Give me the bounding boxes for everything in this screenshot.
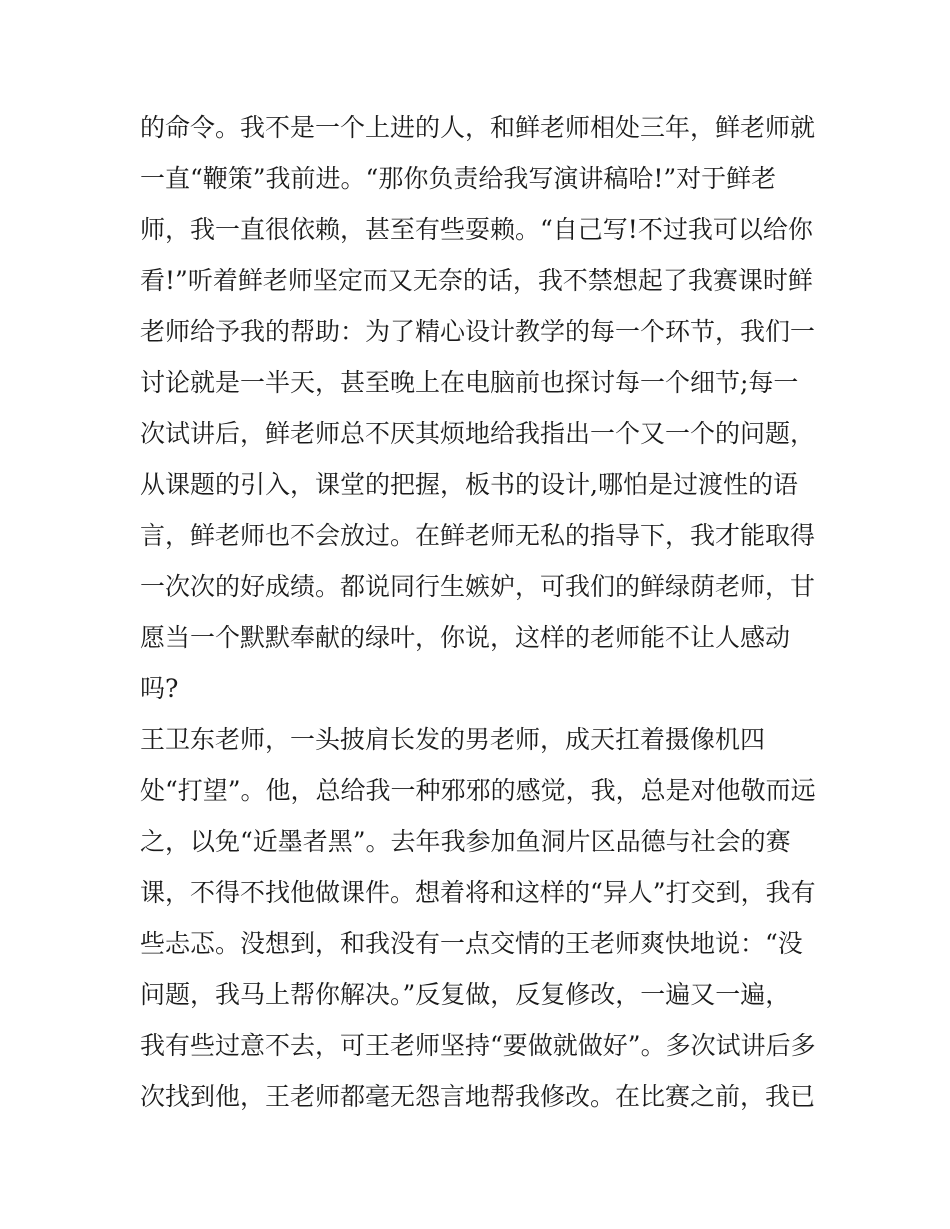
text-line: 言，鲜老师也不会放过。在鲜老师无私的指导下，我才能取得 (140, 521, 816, 550)
text-line: 处“打望”。他，总给我一种邪邪的感觉，我，总是对他敬而远 (140, 776, 816, 805)
text-line: 吗? (140, 674, 179, 703)
text-line: 次找到他，王老师都毫无怨言地帮我修改。在比赛之前，我已 (140, 1082, 816, 1111)
text-line: 课，不得不找他做课件。想着将和这样的“异人”打交到，我有 (140, 878, 816, 907)
text-line: 一直“鞭策”我前进。“那你负责给我写演讲稿哈!”对于鲜老 (140, 164, 777, 193)
text-line: 些忐忑。没想到，和我没有一点交情的王老师爽快地说：“没 (140, 929, 803, 958)
text-line: 从课题的引入，课堂的把握，板书的设计,哪怕是过渡性的语 (140, 470, 798, 499)
text-line: 次试讲后，鲜老师总不厌其烦地给我指出一个又一个的问题， (140, 419, 816, 448)
text-line: 的命令。我不是一个上进的人，和鲜老师相处三年，鲜老师就 (140, 113, 816, 142)
text-line: 我有些过意不去，可王老师坚持“要做就做好”。多次试讲后多 (140, 1031, 816, 1060)
text-line: 一次次的好成绩。都说同行生嫉妒，可我们的鲜绿荫老师，甘 (140, 572, 816, 601)
text-line: 问题，我马上帮你解决。”反复做，反复修改，一遍又一遍， (140, 980, 791, 1009)
text-line: 看!”听着鲜老师坚定而又无奈的话，我不禁想起了我赛课时鲜 (140, 266, 813, 295)
text-line: 讨论就是一半天，甚至晚上在电脑前也探讨每一个细节;每一 (140, 368, 799, 397)
text-line: 王卫东老师，一头披肩长发的男老师，成天扛着摄像机四 (140, 725, 766, 754)
body-text (140, 102, 820, 1122)
text-line: 师，我一直很依赖，甚至有些耍赖。“自己写!不过我可以给你 (140, 215, 813, 244)
text-line: 老师给予我的帮助：为了精心设计教学的每一个环节，我们一 (140, 317, 816, 346)
text-line: 愿当一个默默奉献的绿叶，你说，这样的老师能不让人感动 (140, 623, 791, 652)
text-line: 之，以免“近墨者黑”。去年我参加鱼洞片区品德与社会的赛 (140, 827, 791, 856)
